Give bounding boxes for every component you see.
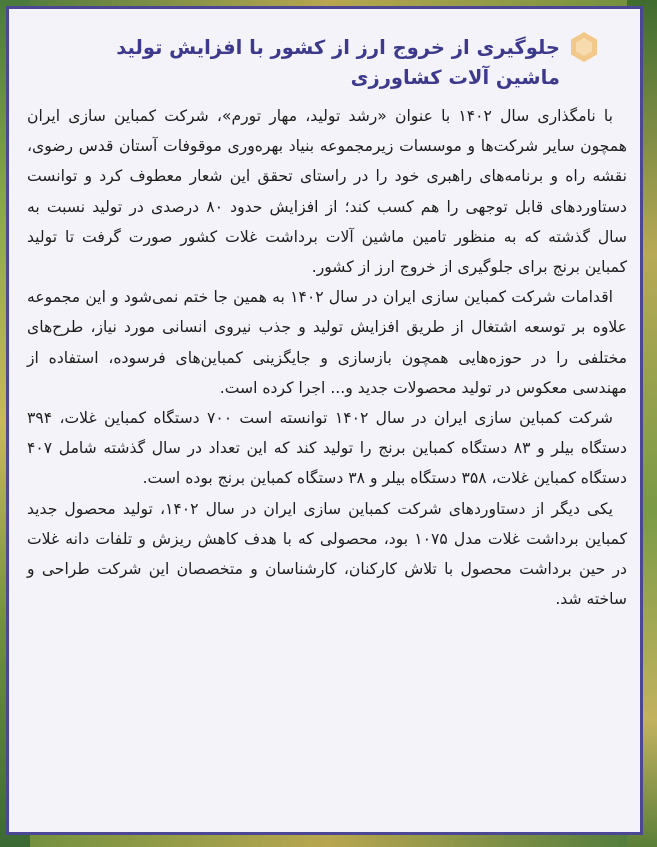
paragraph-2: اقدامات شرکت کمباین سازی ایران در سال ۱۴۰۲ به همین جا ختم نمی‌شود و این مجموعه علاوه بر توسعه اشتغال از طریق افزایش تولید و جذب نیروی انسانی مورد نیاز، طرح‌های مختلفی را در حوزه‌هایی همچون بازسازی و جایگزینی کمباین‌های فرسوده، استفاده از مهندسی معکوس در تولید محصولات جدید و... اجرا کرده است.: [27, 288, 627, 397]
hexagon-ornament-icon: [570, 31, 598, 63]
paragraph-1: با نامگذاری سال ۱۴۰۲ با عنوان «رشد تولید، مهار تورم»، شرکت کمباین سازی ایران همچون سایر شرکت‌ها و موسسات زیرمجموعه بنیاد بهره‌وری موقوفات آستان قدس رضوی، نقشه راه و برنامه‌های راهبری خود را در راستای تحقق این شعار معطوف کرد و توانست دستاوردهای قابل توجهی را هم کسب کند؛ از افزایش حدود ۸۰ درصدی در تولید نسبت به سال گذشته که به منظور تامین ماشین آلات برداشت غلات کشور صورت گرفت تا تولید کمباین برنج برای جلوگیری از خروج ارز از کشور.: [27, 107, 627, 277]
article-title-line-1: جلوگیری از خروج ارز از کشور با افزایش تولید: [116, 36, 560, 59]
article-title: [40, 33, 560, 93]
article-card: [6, 6, 643, 835]
article-body: [27, 101, 627, 614]
article-title-line-2: ماشین آلات کشاورزی: [350, 66, 560, 89]
paragraph-3: شرکت کمباین سازی ایران در سال ۱۴۰۲ توانسته است ۷۰۰ دستگاه کمباین غلات، ۳۹۴ دستگاه بیلر و ۸۳ دستگاه کمباین برنج را تولید کند که این تعداد در سال گذشته شامل ۴۰۷ دستگاه کمباین غلات، ۳۵۸ دستگاه بیلر و ۳۸ دستگاه کمباین برنج بوده است.: [27, 409, 627, 488]
paragraph-4: یکی دیگر از دستاوردهای شرکت کمباین سازی ایران در سال ۱۴۰۲، تولید محصول جدید کمباین برداشت غلات مدل ۱۰۷۵ بود، محصولی که با هدف کاهش ریزش و تلفات دانه غلات در حین برداشت محصول با تلاش کارکنان، کارشناسان و متخصصان این شرکت طراحی و ساخته شد.: [27, 499, 627, 609]
